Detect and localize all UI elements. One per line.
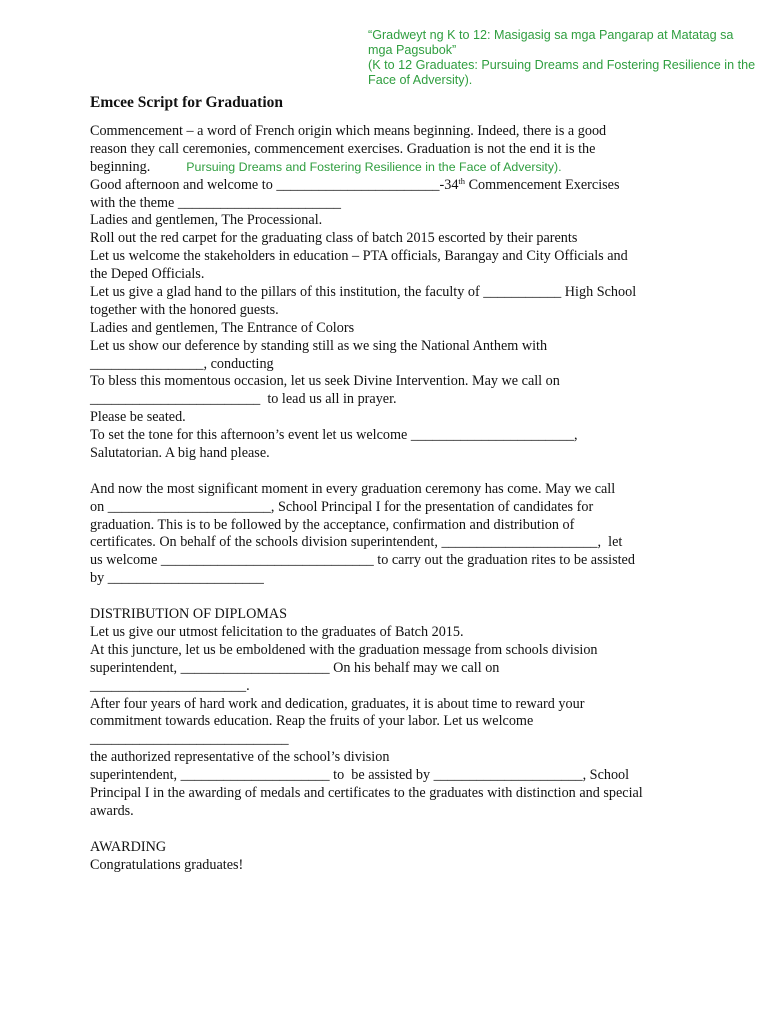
script-line: To set the tone for this afternoon’s event let us welcome _______________________, [90, 427, 578, 444]
script-line: graduation. This is to be followed by the acceptance, confirmation and distribution of [90, 516, 575, 533]
welcome-text-end: Commencement Exercises [465, 176, 620, 193]
script-line: Ladies and gentlemen, The Processional. [90, 212, 323, 229]
script-line: superintendent, _____________________ to be assisted by _____________________, School [90, 767, 630, 784]
overlay-theme-text: Pursuing Dreams and Fostering Resilience in the Face of Adversity). [186, 159, 562, 174]
script-line: Let us welcome the stakeholders in education – PTA officials, Barangay and City Officials and [90, 248, 628, 265]
ceremony-opening-lines [90, 195, 690, 463]
script-line: together with the honored guests. [90, 301, 279, 318]
script-line: certificates. On behalf of the schools division superintendent, ______________________, let [90, 534, 623, 551]
script-body [90, 123, 690, 874]
script-line: AWARDING [90, 838, 167, 855]
script-line: And now the most significant moment in every graduation ceremony has come. May we call [90, 480, 616, 497]
script-line: ________________, conducting [90, 355, 274, 372]
theme-english: (K to 12 Graduates: Pursuing Dreams and Fostering Resilience in the Face of Adversity). [368, 58, 756, 87]
script-line: superintendent, _____________________ On his behalf may we call on [90, 659, 500, 676]
awarding-lines [90, 839, 690, 875]
script-line: ____________________________ [90, 731, 289, 748]
paragraph-line-text: beginning. [90, 158, 151, 175]
theme-note [368, 28, 760, 88]
script-line: To bless this momentous occasion, let us seek Divine Intervention. May we call on [90, 373, 560, 390]
script-line: Let us show our deference by standing still as we sing the National Anthem with [90, 337, 548, 354]
script-line: ________________________ to lead us all in prayer. [90, 391, 397, 408]
script-line: Congratulations graduates! [90, 856, 244, 873]
paragraph-gap [90, 588, 690, 606]
script-line: ______________________. [90, 677, 250, 694]
script-line: commitment towards education. Reap the fruits of your labor. Let us welcome [90, 713, 534, 730]
script-line: by ______________________ [90, 570, 264, 587]
paragraph-line: reason they call ceremonies, commencement exercises. Graduation is not the end it is the [90, 140, 596, 157]
script-line: Principal I in the awarding of medals and certificates to the graduates with distinction and special [90, 784, 643, 801]
paragraph-line [90, 159, 690, 177]
script-line: Let us give our utmost felicitation to the graduates of Batch 2015. [90, 623, 464, 640]
script-line: Roll out the red carpet for the graduating class of batch 2015 escorted by their parents [90, 230, 578, 247]
script-line: Ladies and gentlemen, The Entrance of Colors [90, 319, 355, 336]
paragraph-gap [90, 821, 690, 839]
diploma-distribution-lines [90, 606, 690, 821]
script-line: awards. [90, 802, 134, 819]
script-line: with the theme _______________________ [90, 194, 342, 211]
paragraph-line: Commencement – a word of French origin which means beginning. Indeed, there is a good [90, 123, 607, 139]
script-line: Please be seated. [90, 409, 186, 426]
script-line: DISTRIBUTION OF DIPLOMAS [90, 606, 288, 623]
welcome-line [90, 177, 690, 195]
script-line: Salutatorian. A big hand please. [90, 445, 270, 462]
script-line: Let us give a glad hand to the pillars of this institution, the faculty of ___________ High School [90, 284, 637, 301]
document-title: Emcee Script for Graduation [90, 94, 284, 111]
presentation-lines [90, 481, 690, 588]
script-line: the Deped Officials. [90, 266, 205, 283]
ordinal-suffix: th [458, 175, 466, 186]
script-line: After four years of hard work and dedication, graduates, it is about time to reward your [90, 695, 585, 712]
paragraph-gap [90, 463, 690, 481]
script-line: the authorized representative of the school’s division [90, 749, 390, 766]
script-line: At this juncture, let us be emboldened with the graduation message from schools division [90, 641, 598, 658]
script-line: on _______________________, School Principal I for the presentation of candidates for [90, 498, 594, 515]
script-line: us welcome ______________________________ to carry out the graduation rites to be assisted [90, 552, 635, 569]
welcome-text: Good afternoon and welcome to _______________________-34 [90, 176, 459, 193]
theme-filipino: “Gradweyt ng K to 12: Masigasig sa mga Pangarap at Matatag sa mga Pagsubok” [368, 28, 734, 57]
